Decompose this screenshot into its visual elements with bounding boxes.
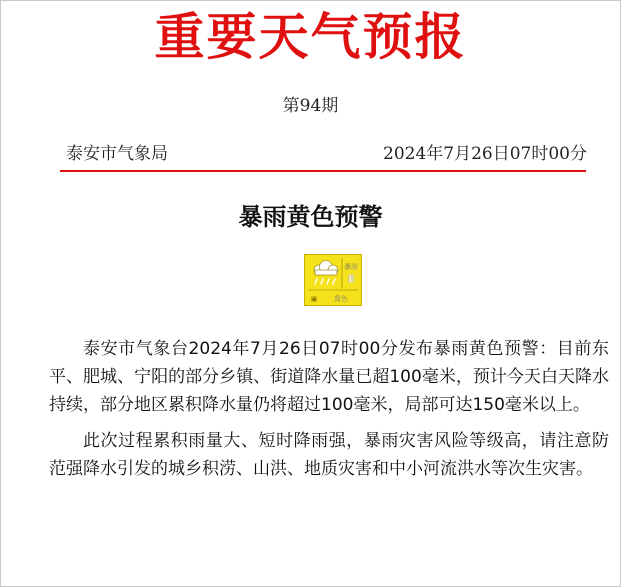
rainstorm-yellow-warning-icon [304,254,362,306]
issuer-name: 泰安市气象局 [66,144,168,164]
header-divider [60,170,586,172]
svg-text:▓: ▓ [348,275,354,283]
warning-headline: 暴雨黄色预警 [238,203,383,231]
warning-icon-label-bottom: 黄色 [334,295,348,303]
warning-paragraph-2: 此次过程累积雨量大、短时降雨强，暴雨灾害风险等级高，请注意防范强降水引发的城乡积涝、山洪、地质灾害和中小河流洪水等次生灾害。 [49,431,609,479]
issue-time: 2024年7月26日07时00分 [383,144,587,164]
issue-number: 第94期 [282,96,339,116]
svg-text:▣: ▣ [310,295,318,303]
masthead-title: 重要天气预报 [154,7,467,66]
warning-body [49,335,609,491]
warning-icon-label-top: 暴雨 [344,263,358,271]
warning-paragraph-1: 泰安市气象台2024年7月26日07时00分发布暴雨黄色预警：目前东平、肥城、宁阳的部分乡镇、街道降水量已超100毫米，预计今天白天降水持续，部分地区累积降水量仍将超过100毫米，局部可达150毫米以上。 [49,339,609,415]
